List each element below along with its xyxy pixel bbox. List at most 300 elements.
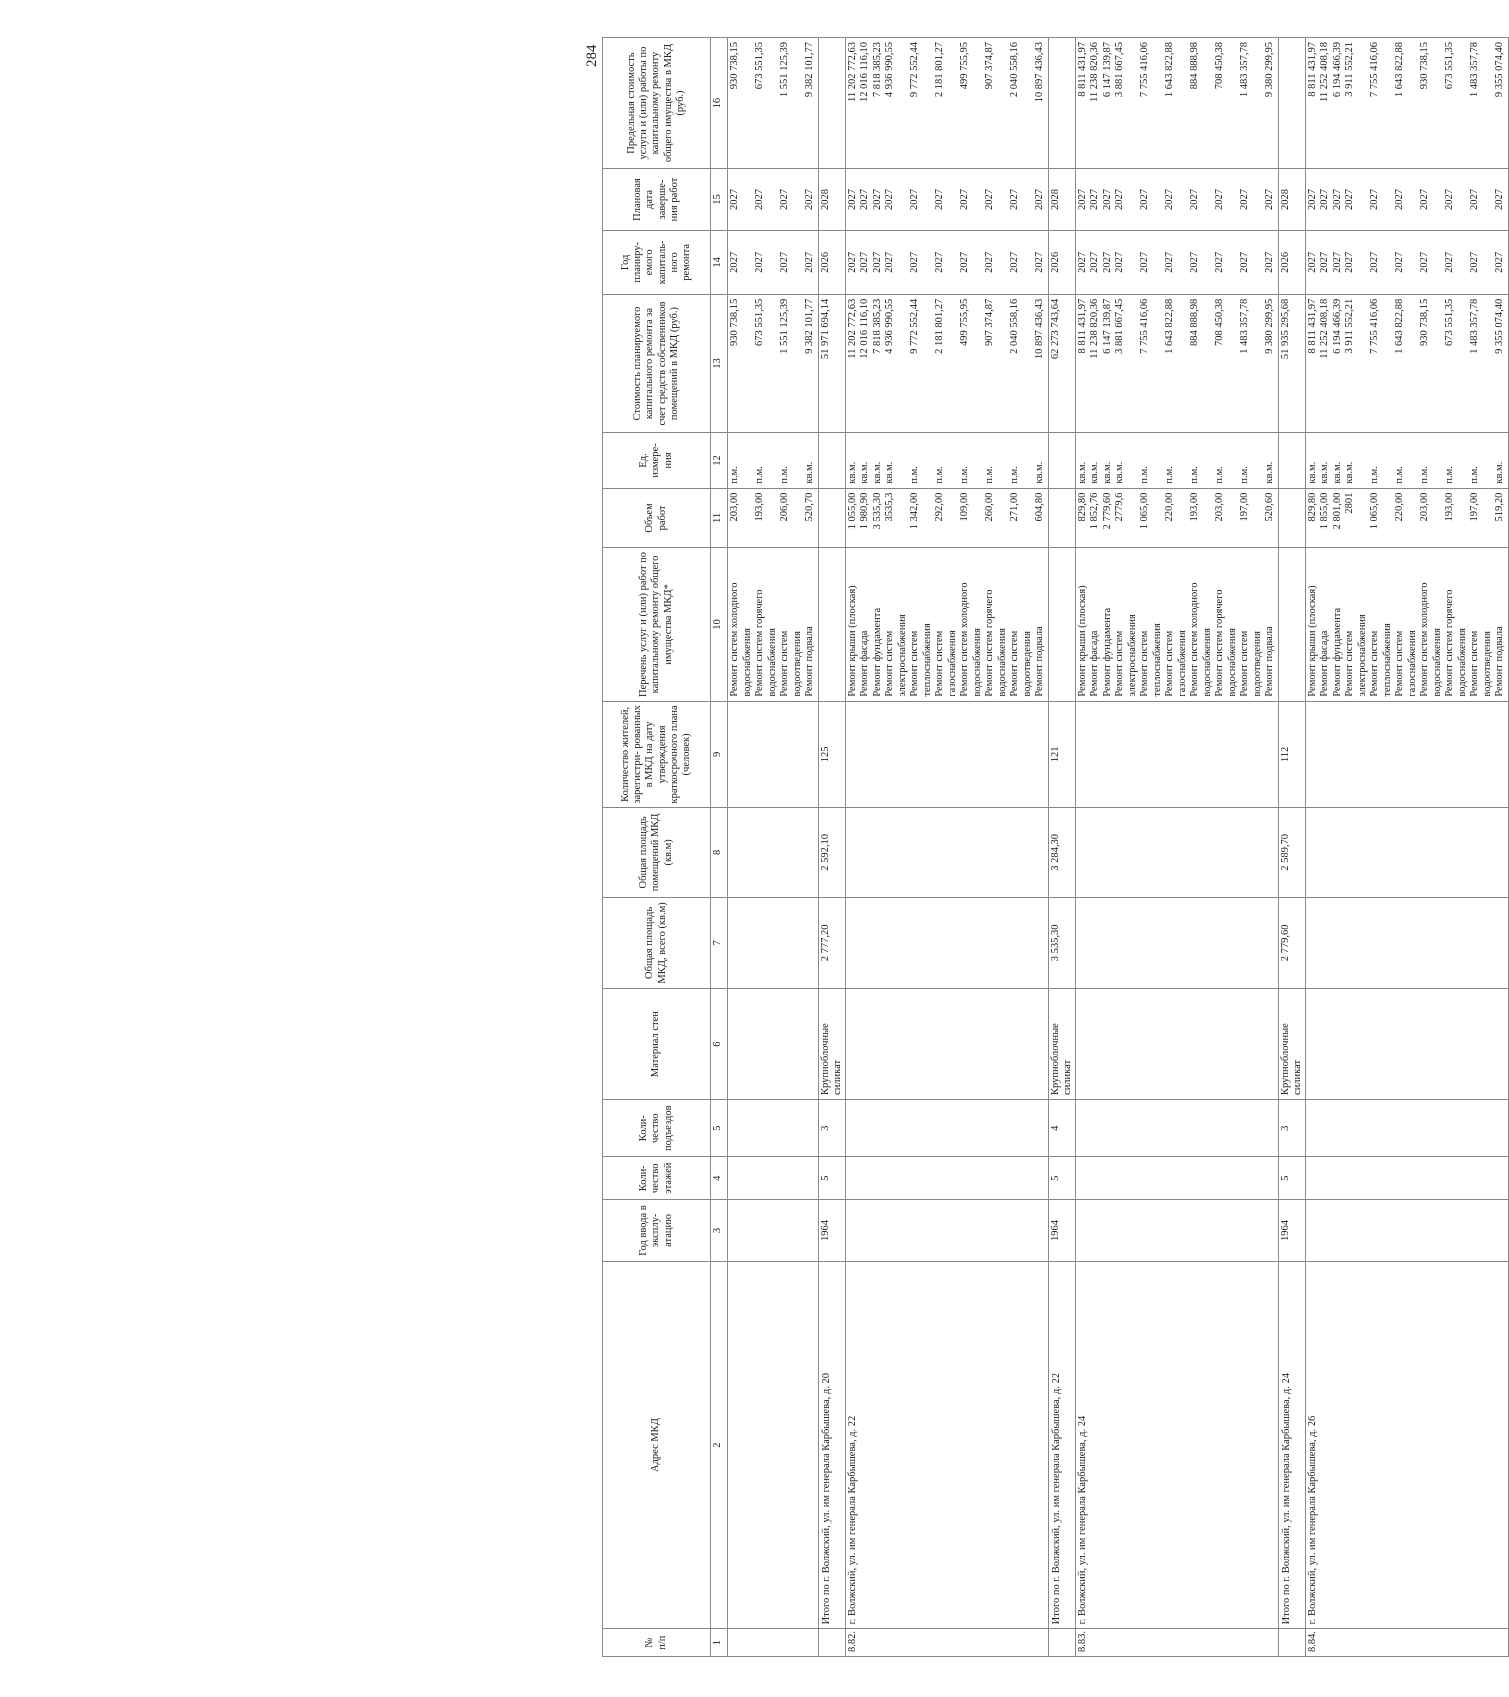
end-date-list-entry: 2027 (754, 189, 765, 211)
limit-list (845, 38, 1048, 169)
unit-list-entry: кв.м. (1319, 461, 1331, 484)
year-list-entry: 2027 (1009, 251, 1021, 273)
cost-list-entry: 673 551,35 (1444, 298, 1456, 347)
capital-repair-table (602, 37, 1509, 1657)
volume-list-entry: 1 065,00 (1139, 492, 1151, 530)
residents: 125 (818, 701, 845, 808)
work-line: Ремонт фасада (859, 630, 871, 697)
work-line: водоотведения (1251, 631, 1263, 697)
work-line: водоснабжения (741, 628, 753, 697)
wall-material: Крупноблочные силикат (1048, 989, 1075, 1100)
year-list-entry: 2027 (884, 251, 896, 273)
year-list-entry: 2027 (909, 251, 921, 273)
work-line: Ремонт систем горячего (754, 589, 765, 697)
end-date-list-entry: 2027 (1444, 189, 1456, 211)
unit-list-entry: кв.м. (1089, 461, 1101, 484)
work-list (845, 548, 1048, 701)
cost-list-entry: 9 355 074,40 (1494, 298, 1506, 354)
volume-list-entry: 220,00 (1164, 492, 1176, 522)
end-date-list-entry: 2027 (984, 189, 996, 211)
work-list-entry (729, 552, 754, 696)
cost-list-entry: 6 147 139,87 (1101, 298, 1113, 354)
work-line: газоснабжения (1176, 630, 1188, 697)
work-line: Ремонт фасада (1319, 630, 1331, 697)
empty-cell (1305, 1099, 1508, 1157)
cost-list-entry: 10 897 436,43 (1034, 298, 1046, 360)
cost-list-entry: 3 911 552,21 (1344, 298, 1356, 354)
cost-list (1075, 294, 1278, 432)
volume-list-entry: 271,00 (1009, 492, 1021, 522)
end-date-list-entry: 2027 (871, 189, 883, 211)
residents: 121 (1048, 701, 1075, 808)
empty-cell (1278, 1629, 1305, 1657)
end-date-list-entry: 2027 (1394, 189, 1406, 211)
unit-list-entry: кв.м. (1306, 461, 1318, 484)
year-list-entry: 2027 (1394, 251, 1406, 273)
volume-list-entry: 109,00 (959, 492, 971, 522)
cost-list-entry: 11 238 820,36 (1089, 298, 1101, 359)
cost-list-entry: 11 202 772,63 (846, 298, 858, 359)
unit-list-entry: п.м. (779, 466, 790, 484)
limit-list-entry: 10 897 436,43 (1034, 42, 1046, 103)
total-label: Итого по г. Волжский, ул. им генерала Карбышева, д. 20 (818, 1261, 845, 1628)
work-list-entry (909, 552, 934, 696)
end-date-list (845, 169, 1048, 231)
empty-cell (728, 1200, 819, 1262)
work-line: водоснабжения (996, 628, 1008, 697)
total-end: 2028 (1278, 169, 1305, 231)
year-list-entry: 2027 (1344, 251, 1356, 273)
limit-list-entry: 8 811 431,97 (1076, 42, 1088, 97)
unit-list-entry: п.м. (1469, 466, 1481, 484)
work-list-entry (754, 552, 779, 696)
end-date-list-entry: 2027 (1306, 189, 1318, 211)
year-list (1305, 230, 1508, 294)
limit-list-entry: 1 551 125,39 (779, 42, 790, 98)
cost-list-entry: 8 811 431,97 (1076, 298, 1088, 354)
end-date-list (1075, 169, 1278, 231)
work-list-entry (1494, 552, 1507, 696)
header-cell: Объем работ (603, 488, 711, 548)
empty-cell (1048, 433, 1075, 488)
work-line: Ремонт систем (1139, 630, 1151, 697)
end-date-list-entry: 2027 (1089, 189, 1101, 211)
work-line: Ремонт систем (909, 630, 921, 697)
address: г. Волжский, ул. им генерала Карбышева, д. 22 (845, 1261, 1048, 1628)
empty-cell (845, 808, 1048, 897)
limit-list-entry: 11 238 820,36 (1089, 42, 1101, 102)
cost-list-entry: 11 252 408,18 (1319, 298, 1331, 359)
work-list-entry (1034, 552, 1047, 696)
work-list-entry (1077, 552, 1090, 696)
unit-list-entry: п.м. (1444, 466, 1456, 484)
total-row (818, 38, 845, 1657)
volume-list-entry: 2 801,00 (1331, 492, 1343, 530)
year-list-entry: 2027 (1494, 251, 1506, 273)
column-number: 7 (711, 897, 728, 989)
work-line: Ремонт крыши (плоская) (1076, 585, 1088, 697)
work-line: водоотведения (791, 631, 803, 697)
column-number: 8 (711, 808, 728, 897)
unit-list-entry: п.м. (1394, 466, 1406, 484)
work-list-entry (1009, 552, 1034, 696)
end-date-list-entry: 2027 (1114, 189, 1126, 211)
limit-list-entry: 8 811 431,97 (1306, 42, 1318, 97)
work-line: Ремонт систем (1469, 630, 1481, 697)
header-cell: Ед. измере- ния (603, 433, 711, 488)
end-date-list-entry: 2027 (729, 189, 740, 211)
building-data-row (728, 38, 819, 1657)
empty-cell (1278, 488, 1305, 548)
volume-list-entry: 203,00 (1214, 492, 1226, 522)
limit-list-entry: 3 911 552,21 (1344, 42, 1356, 97)
volume-list-entry: 206,00 (779, 492, 790, 522)
page-number: 284 (584, 44, 600, 67)
work-line: Ремонт систем (1394, 630, 1406, 697)
end-date-list-entry: 2027 (1344, 189, 1356, 211)
limit-list-entry: 2 040 558,16 (1009, 42, 1021, 98)
work-line: Ремонт систем (1239, 630, 1251, 697)
empty-cell (1278, 38, 1305, 169)
empty-cell (1305, 1200, 1508, 1262)
header-cell: Количество жителей, зарегистри- рованных в МКД на дату утверждения краткосрочного плана (человек) (603, 701, 711, 808)
empty-cell (1278, 548, 1305, 701)
empty-cell (818, 38, 845, 169)
work-line: Ремонт систем холодного (1189, 582, 1201, 697)
volume-list-entry: 3535,3 (884, 492, 896, 522)
header-cell: Год планиру- емого капиталь- ного ремонта (603, 230, 711, 294)
work-line: Ремонт фундамента (1101, 607, 1113, 697)
unit-list-entry: п.м. (1419, 466, 1431, 484)
year-built: 1964 (1278, 1200, 1305, 1262)
unit-list-entry: кв.м. (871, 461, 883, 484)
work-list-entry (884, 552, 909, 696)
unit-list-entry: кв.м. (859, 461, 871, 484)
limit-list-entry: 9 772 552,44 (909, 42, 921, 98)
unit-list-entry: кв.м. (1331, 461, 1343, 484)
unit-list (1305, 433, 1508, 488)
volume-list (1075, 488, 1278, 548)
empty-cell (728, 1629, 819, 1657)
empty-cell (845, 1099, 1048, 1157)
volume-list-entry: 1 342,00 (909, 492, 921, 530)
year-list-entry: 2027 (1189, 251, 1201, 273)
work-line: Ремонт систем холодного (1419, 582, 1431, 697)
year-list-entry: 2027 (754, 251, 765, 273)
end-date-list-entry: 2027 (1319, 189, 1331, 211)
year-list (1075, 230, 1278, 294)
volume-list-entry: 1 055,00 (846, 492, 858, 530)
work-line: водоснабжения (1456, 628, 1468, 697)
header-cell: Стоимость планируемого капитального ремонта за счет средств собственников помещений в МКД (руб.) (603, 294, 711, 432)
end-date-list-entry: 2027 (1369, 189, 1381, 211)
empty-cell (1305, 897, 1508, 989)
header-cell: Плановая дата заверше- ния работ (603, 169, 711, 231)
work-line: Ремонт фундамента (871, 607, 883, 697)
year-list-entry: 2027 (1419, 251, 1431, 273)
empty-cell (1075, 701, 1278, 808)
limit-list-entry: 2 181 801,27 (934, 42, 946, 98)
volume-list-entry: 220,00 (1394, 492, 1406, 522)
end-date-list-entry: 2027 (859, 189, 871, 211)
column-number: 10 (711, 548, 728, 701)
volume-list-entry: 193,00 (1444, 492, 1456, 522)
cost-list-entry: 6 194 466,39 (1331, 298, 1343, 354)
empty-cell (1075, 989, 1278, 1100)
end-date-list-entry: 2027 (909, 189, 921, 211)
end-date-list-entry: 2027 (804, 189, 815, 211)
end-date-list (728, 169, 819, 231)
empty-cell (845, 1200, 1048, 1262)
limit-list-entry: 11 202 772,63 (846, 42, 858, 102)
cost-list-entry: 9 382 101,77 (804, 298, 815, 354)
year-list-entry: 2027 (1089, 251, 1101, 273)
work-line: Ремонт систем (1369, 630, 1381, 697)
year-list-entry: 2027 (959, 251, 971, 273)
header-cell: Общая площадь помещений МКД (кв.м) (603, 808, 711, 897)
total-year: 2026 (1048, 230, 1075, 294)
work-line: Ремонт крыши (плоская) (1306, 585, 1318, 697)
cost-list-entry: 884 888,98 (1189, 298, 1201, 347)
year-built: 1964 (818, 1200, 845, 1262)
empty-cell (1305, 1157, 1508, 1200)
limit-list-entry: 673 551,35 (754, 42, 765, 90)
empty-cell (1305, 701, 1508, 808)
empty-cell (728, 989, 819, 1100)
total-row (1278, 38, 1305, 1657)
header-cell: Предельная стоимость услуги и (или) работы по капитальному ремонту общего имущества в МКД (руб.) (603, 38, 711, 169)
end-date-list-entry: 2027 (1034, 189, 1046, 211)
unit-list-entry: кв.м. (846, 461, 858, 484)
limit-list-entry: 930 738,15 (729, 42, 740, 90)
end-date-list-entry: 2027 (846, 189, 858, 211)
year-list-entry: 2027 (804, 251, 815, 273)
total-row (1048, 38, 1075, 1657)
cost-list-entry: 499 755,95 (959, 298, 971, 347)
unit-list-entry: п.м. (754, 466, 765, 484)
work-line: Ремонт систем (884, 630, 896, 697)
work-list-entry (1264, 552, 1277, 696)
empty-cell (1075, 808, 1278, 897)
end-date-list-entry: 2027 (1264, 189, 1276, 211)
cost-list-entry: 7 818 385,23 (871, 298, 883, 354)
limit-list-entry: 7 755 416,06 (1369, 42, 1381, 98)
limit-list-entry: 708 450,38 (1214, 42, 1226, 90)
floors: 5 (1048, 1157, 1075, 1200)
column-number: 3 (711, 1200, 728, 1262)
end-date-list (1305, 169, 1508, 231)
unit-list-entry: кв.м. (1101, 461, 1113, 484)
end-date-list-entry: 2027 (1189, 189, 1201, 211)
cost-list-entry: 2 181 801,27 (934, 298, 946, 354)
work-list-entry (859, 552, 872, 696)
cost-list-entry: 1 551 125,39 (779, 298, 790, 354)
work-line: электроснабжения (1126, 614, 1138, 697)
year-list-entry: 2027 (1214, 251, 1226, 273)
work-line: Ремонт крыши (плоская) (846, 585, 858, 697)
year-list-entry: 2027 (1264, 251, 1276, 273)
cost-list (845, 294, 1048, 432)
header-cell: Общая площадь МКД, всего (кв.м) (603, 897, 711, 989)
area-rooms: 3 284,30 (1048, 808, 1075, 897)
work-list-entry (1089, 552, 1102, 696)
empty-cell (1075, 1099, 1278, 1157)
limit-list-entry: 9 380 299,95 (1264, 42, 1276, 98)
cost-list-entry: 3 881 667,45 (1114, 298, 1126, 354)
empty-cell (728, 1261, 819, 1628)
work-list-entry (1102, 552, 1115, 696)
volume-list-entry: 203,00 (729, 492, 740, 522)
work-list (1075, 548, 1278, 701)
work-line: теплоснабжения (1381, 623, 1393, 697)
limit-list (1075, 38, 1278, 169)
cost-list-entry: 930 738,15 (1419, 298, 1431, 347)
year-list (845, 230, 1048, 294)
entrances: 3 (1278, 1099, 1305, 1157)
volume-list-entry: 193,00 (754, 492, 765, 522)
year-list-entry: 2027 (1101, 251, 1113, 273)
work-list (728, 548, 819, 701)
work-line: водоснабжения (1201, 628, 1213, 697)
building-data-row (845, 38, 1048, 1657)
work-list-entry (1469, 552, 1494, 696)
column-number: 5 (711, 1099, 728, 1157)
unit-list-entry: п.м. (1009, 466, 1021, 484)
cost-list-entry: 1 483 357,78 (1239, 298, 1251, 354)
volume-list (845, 488, 1048, 548)
cost-list-entry: 1 643 822,88 (1394, 298, 1406, 354)
limit-list-entry: 1 643 822,88 (1164, 42, 1176, 98)
building-data-row (1305, 38, 1508, 1657)
year-list-entry: 2027 (1076, 251, 1088, 273)
work-line: водоотведения (1481, 631, 1493, 697)
cost-list-entry: 930 738,15 (729, 298, 740, 347)
work-list-entry (1369, 552, 1394, 696)
year-list-entry: 2027 (1114, 251, 1126, 273)
floors: 5 (1278, 1157, 1305, 1200)
header-cell: Год ввода в эксплу- атацию (603, 1200, 711, 1262)
column-number: 4 (711, 1157, 728, 1200)
unit-list-entry: кв.м. (1076, 461, 1088, 484)
work-list-entry (1307, 552, 1320, 696)
work-list (1305, 548, 1508, 701)
work-line: Ремонт систем (779, 630, 790, 697)
work-line: теплоснабжения (1151, 623, 1163, 697)
work-list-entry (984, 552, 1009, 696)
year-list-entry: 2027 (871, 251, 883, 273)
volume-list-entry: 829,80 (1076, 492, 1088, 522)
unit-list-entry: кв.м. (1264, 461, 1276, 484)
volume-list-entry: 2 779,60 (1101, 492, 1113, 530)
header-cell: Адрес МКД (603, 1261, 711, 1628)
limit-list-entry: 9 355 074,40 (1494, 42, 1506, 98)
limit-list-entry: 3 881 667,45 (1114, 42, 1126, 98)
work-list-entry (934, 552, 959, 696)
column-number: 11 (711, 488, 728, 548)
header-cell: Коли- чество этажей (603, 1157, 711, 1200)
empty-cell (1278, 433, 1305, 488)
work-line: Ремонт систем (1344, 630, 1356, 697)
volume-list-entry: 1 852,76 (1089, 492, 1101, 530)
end-date-list-entry: 2027 (1076, 189, 1088, 211)
unit-list (1075, 433, 1278, 488)
volume-list-entry: 2779,6 (1114, 492, 1126, 522)
year-list-entry: 2027 (984, 251, 996, 273)
work-list-entry (1214, 552, 1239, 696)
empty-cell (1075, 1200, 1278, 1262)
limit-list-entry: 4 936 990,55 (884, 42, 896, 98)
entrances: 3 (818, 1099, 845, 1157)
year-list-entry: 2027 (1444, 251, 1456, 273)
area-rooms: 2 592,10 (818, 808, 845, 897)
volume-list (1305, 488, 1508, 548)
volume-list-entry: 829,80 (1306, 492, 1318, 522)
work-list-entry (804, 552, 817, 696)
limit-list-entry: 11 252 408,18 (1319, 42, 1331, 102)
unit-list-entry: п.м. (984, 466, 996, 484)
work-line: водоотведения (1021, 631, 1033, 697)
end-date-list-entry: 2027 (1469, 189, 1481, 211)
total-label: Итого по г. Волжский, ул. им генерала Карбышева, д. 24 (1278, 1261, 1305, 1628)
unit-list-entry: п.м. (1369, 466, 1381, 484)
total-end: 2028 (1048, 169, 1075, 231)
volume-list-entry: 519,20 (1494, 492, 1506, 522)
end-date-list-entry: 2027 (1164, 189, 1176, 211)
area-rooms: 2 589,70 (1278, 808, 1305, 897)
header-cell: Перечень услуг и (или) работ по капитальному ремонту общего имущества МКД* (603, 548, 711, 701)
area-total: 2 777,20 (818, 897, 845, 989)
unit-list (845, 433, 1048, 488)
cost-list (1305, 294, 1508, 432)
area-total: 3 535,30 (1048, 897, 1075, 989)
entrances: 4 (1048, 1099, 1075, 1157)
empty-cell (1075, 897, 1278, 989)
work-line: Ремонт систем (1009, 630, 1021, 697)
limit-list (728, 38, 819, 169)
cost-list-entry: 9 380 299,95 (1264, 298, 1276, 354)
empty-cell (818, 1629, 845, 1657)
column-number: 16 (711, 38, 728, 169)
end-date-list-entry: 2027 (1331, 189, 1343, 211)
work-list-entry (872, 552, 885, 696)
year-list-entry: 2027 (859, 251, 871, 273)
empty-cell (818, 488, 845, 548)
empty-cell (728, 1157, 819, 1200)
cost-list-entry: 1 483 357,78 (1469, 298, 1481, 354)
unit-list-entry: кв.м. (1494, 461, 1506, 484)
work-line: водоснабжения (971, 628, 983, 697)
cost-list-entry: 2 040 558,16 (1009, 298, 1021, 354)
limit-list-entry: 907 374,87 (984, 42, 996, 90)
limit-list-entry: 9 382 101,77 (804, 42, 815, 98)
unit-list-entry: п.м. (1164, 466, 1176, 484)
total-year: 2026 (818, 230, 845, 294)
year-list-entry: 2027 (934, 251, 946, 273)
cost-list-entry: 9 772 552,44 (909, 298, 921, 354)
column-number: 9 (711, 701, 728, 808)
limit-list-entry: 7 818 385,23 (871, 42, 883, 98)
unit-list-entry: п.м. (729, 466, 740, 484)
work-line: Ремонт фундамента (1331, 607, 1343, 697)
year-list-entry: 2027 (729, 251, 740, 273)
empty-cell (818, 433, 845, 488)
volume-list-entry: 260,00 (984, 492, 996, 522)
work-list-entry (779, 552, 804, 696)
empty-cell (845, 1157, 1048, 1200)
end-date-list-entry: 2027 (1494, 189, 1506, 211)
limit-list-entry: 1 483 357,78 (1469, 42, 1481, 98)
volume-list-entry: 292,00 (934, 492, 946, 522)
